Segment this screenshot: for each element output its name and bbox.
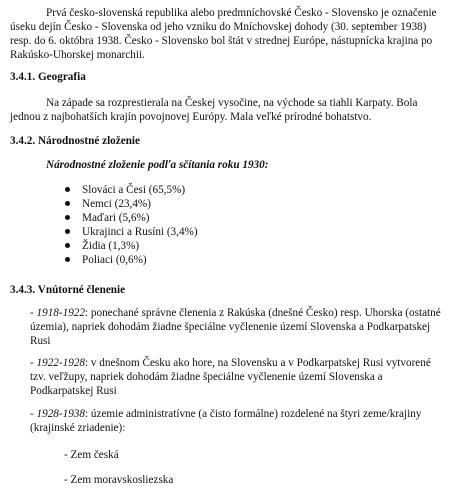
- list-item-label: Slováci a Česi (65,5%): [82, 184, 186, 196]
- intro-paragraph: Prvá česko-slovenská republika alebo predmníchovské Česko - Slovensko je označenie úseku dejín Česko - Slovenska od jeho vzniku do Mníchovskej dohody (30. september 1938) resp. do 6. októbra 1938. Česko - Slovensko bol štát v strednej Európe, nástupnícka krajina po Rakúsko-Uhorskej monarchii.: [10, 7, 437, 61]
- heading-narodnostne-zlozenie: 3.4.2. Národnostné zloženie: [10, 135, 140, 147]
- bullet-icon: [65, 257, 70, 262]
- period-text: : ponechané správne členenia z Rakúska (dnešné Česko) resp. Uhorska (ostatné územia), napriek dohodám žiadne špeciálne vyčlenenie území Slovenska a Podkarpatskej Rusi: [30, 307, 441, 347]
- list-item-label: Ukrajinci a Rusíni (3,4%): [82, 226, 198, 238]
- heading-vnutorne-clenenie: 3.4.3. Vnútorné členenie: [10, 284, 126, 296]
- list-item-label: Židia (1,3%): [82, 240, 140, 252]
- list-item: [62, 225, 198, 239]
- period-text: : v dnešnom Česku ako hore, na Slovensku a v Podkarpatskej Rusi vytvorené tzv. veľžupy, napriek dohodám žiadne špeciálne vyčlenenie území Slovenska a Podkarpatskej Rusi: [30, 357, 431, 397]
- land-item: - Zem moravskosliezska: [64, 474, 174, 486]
- period-block: [30, 356, 442, 398]
- list-item: [62, 211, 198, 225]
- bullet-icon: [65, 243, 70, 248]
- nationality-list: [62, 183, 198, 267]
- period-label: - 1928-1938: [30, 408, 85, 420]
- period-text: : územie administratívne (a čisto formálne) rozdelené na štyri zeme/krajiny (krajinské zriadenie):: [30, 408, 422, 434]
- heading-geografia: 3.4.1. Geografia: [10, 71, 86, 83]
- bullet-icon: [65, 215, 70, 220]
- list-item: [62, 197, 198, 211]
- period-block: [30, 407, 442, 435]
- census-subtitle: Národnostné zloženie podľa sčítania roku 1930:: [46, 159, 269, 171]
- list-item: [62, 183, 198, 197]
- period-block: [30, 306, 442, 348]
- bullet-icon: [65, 201, 70, 206]
- list-item: [62, 253, 198, 267]
- period-label: - 1922-1928: [30, 357, 85, 369]
- land-item: - Zem česká: [64, 449, 119, 461]
- geografia-paragraph: Na západe sa rozprestierala na Českej vysočine, na východe sa tiahli Karpaty. Bola jednou z najbohatších krajín povojnovej Európy. Mala veľké prírodné bohatstvo.: [10, 97, 418, 123]
- period-label: - 1918-1922: [30, 307, 85, 319]
- list-item: [62, 239, 198, 253]
- list-item-label: Poliaci (0,6%): [82, 254, 147, 266]
- bullet-icon: [65, 187, 70, 192]
- list-item-label: Maďari (5,6%): [82, 212, 150, 224]
- list-item-label: Nemci (23,4%): [82, 198, 151, 210]
- bullet-icon: [65, 229, 70, 234]
